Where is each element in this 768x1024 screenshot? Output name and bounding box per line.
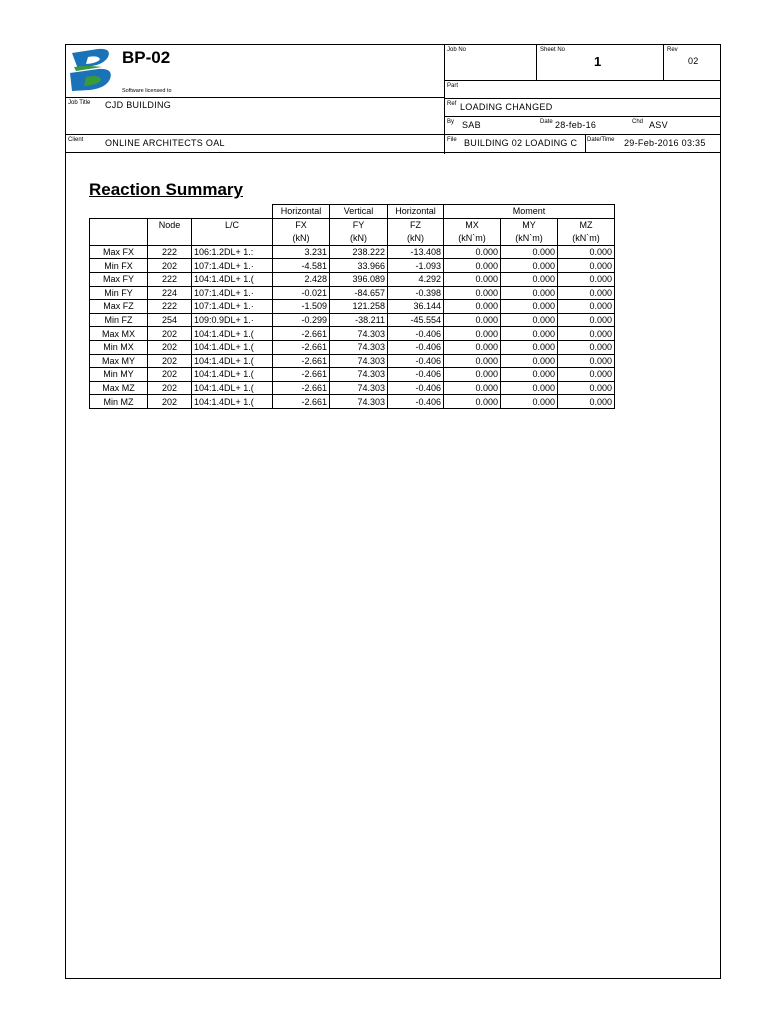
ref-label: Ref	[447, 101, 457, 107]
table-cell: -38.211	[330, 313, 388, 327]
table-cell: 0.000	[501, 259, 558, 273]
units-cell: (kN`m)	[501, 232, 558, 246]
rev-value: 02	[688, 56, 699, 66]
table-cell: 74.303	[330, 340, 388, 354]
table-cell: 0.000	[558, 300, 615, 314]
table-cell: 222	[148, 245, 192, 259]
table-cell: Min FZ	[90, 313, 148, 327]
table-cell: 0.000	[501, 300, 558, 314]
software-logo-icon	[68, 47, 120, 92]
table-cell: -0.406	[388, 368, 444, 382]
table-cell: 0.000	[558, 340, 615, 354]
table-units-row	[90, 232, 615, 246]
table-cell: 0.000	[444, 381, 501, 395]
job-title-value: CJD BUILDING	[105, 100, 172, 110]
units-cell	[90, 232, 148, 246]
table-row	[90, 286, 615, 300]
table-cell: -2.661	[273, 354, 330, 368]
column-header: FZ	[388, 218, 444, 232]
table-cell: 238.222	[330, 245, 388, 259]
table-body	[90, 245, 615, 408]
table-cell: -0.406	[388, 354, 444, 368]
table-cell: -0.021	[273, 286, 330, 300]
table-cell: 224	[148, 286, 192, 300]
table-cell: 0.000	[444, 395, 501, 409]
column-header: MY	[501, 218, 558, 232]
job-no-label: Job No	[447, 47, 467, 53]
table-cell: 107:1.4DL+ 1.·	[192, 286, 273, 300]
table-cell: 0.000	[558, 245, 615, 259]
table-cell: -4.581	[273, 259, 330, 273]
table-cell: 0.000	[558, 313, 615, 327]
table-cell: -84.657	[330, 286, 388, 300]
client-label: Client	[68, 137, 84, 143]
column-header: MZ	[558, 218, 615, 232]
table-cell: 0.000	[444, 245, 501, 259]
table-cell: 104:1.4DL+ 1.(	[192, 272, 273, 286]
units-cell: (kN)	[388, 232, 444, 246]
table-cell: Max MY	[90, 354, 148, 368]
table-cell: 36.144	[388, 300, 444, 314]
table-cell: Min FY	[90, 286, 148, 300]
table-cell: 0.000	[501, 313, 558, 327]
report-header	[66, 45, 720, 154]
table-cell: 0.000	[444, 259, 501, 273]
table-cell: 74.303	[330, 395, 388, 409]
table-cell: -2.661	[273, 368, 330, 382]
table-row	[90, 259, 615, 273]
table-cell: 0.000	[501, 327, 558, 341]
table-cell: Max MZ	[90, 381, 148, 395]
table-cell: Min MZ	[90, 395, 148, 409]
by-value: SAB	[462, 120, 481, 130]
header-divider	[66, 134, 720, 135]
file-label: File	[447, 137, 457, 143]
group-header-fz: Horizontal	[388, 205, 444, 219]
table-cell: 0.000	[444, 327, 501, 341]
table-cell: 104:1.4DL+ 1.(	[192, 368, 273, 382]
part-label: Part	[447, 83, 459, 89]
table-header-cell	[90, 205, 148, 219]
table-cell: -2.661	[273, 395, 330, 409]
table-cell: 396.089	[330, 272, 388, 286]
client-value: ONLINE ARCHITECTS OAL	[105, 138, 225, 148]
table-cell: 0.000	[558, 286, 615, 300]
table-cell: Min MX	[90, 340, 148, 354]
table-cell: 107:1.4DL+ 1.·	[192, 259, 273, 273]
column-header: Node	[148, 218, 192, 232]
table-cell: -45.554	[388, 313, 444, 327]
table-row	[90, 381, 615, 395]
table-cell: 0.000	[444, 340, 501, 354]
header-divider	[444, 98, 720, 99]
table-cell: 0.000	[558, 368, 615, 382]
table-cell: 0.000	[444, 313, 501, 327]
sheet-no-value: 1	[594, 54, 602, 69]
datetime-label: Date/Time	[587, 137, 615, 143]
header-divider	[536, 45, 537, 81]
table-cell: 202	[148, 381, 192, 395]
table-cell: 2.428	[273, 272, 330, 286]
header-divider	[66, 97, 444, 98]
table-cell: 0.000	[501, 395, 558, 409]
table-row	[90, 368, 615, 382]
table-cell: 0.000	[501, 286, 558, 300]
table-cell: -2.661	[273, 327, 330, 341]
license-text: Software licensed to	[122, 88, 172, 94]
table-cell: 202	[148, 354, 192, 368]
by-label: By	[447, 119, 455, 125]
table-cell: 0.000	[444, 286, 501, 300]
table-cell: 3.231	[273, 245, 330, 259]
table-cell: 107:1.4DL+ 1.·	[192, 300, 273, 314]
table-cell: 104:1.4DL+ 1.(	[192, 327, 273, 341]
table-row	[90, 245, 615, 259]
date-value: 28-feb-16	[555, 120, 597, 130]
table-cell: 202	[148, 368, 192, 382]
header-divider	[66, 152, 720, 153]
units-cell: (kN)	[273, 232, 330, 246]
table-cell: 4.292	[388, 272, 444, 286]
units-cell	[192, 232, 273, 246]
table-cell: 0.000	[501, 381, 558, 395]
table-cell: 0.000	[501, 340, 558, 354]
table-cell: 0.000	[501, 368, 558, 382]
group-header-fy: Vertical	[330, 205, 388, 219]
table-cell: -2.661	[273, 381, 330, 395]
ref-value: LOADING CHANGED	[460, 102, 553, 112]
table-cell: 202	[148, 327, 192, 341]
table-cell: 104:1.4DL+ 1.(	[192, 381, 273, 395]
table-cell: 0.000	[558, 272, 615, 286]
table-cell: -13.408	[388, 245, 444, 259]
table-cell: Min MY	[90, 368, 148, 382]
table-cell: 222	[148, 300, 192, 314]
table-cell: 109:0.9DL+ 1.·	[192, 313, 273, 327]
table-cell: 0.000	[444, 354, 501, 368]
units-cell: (kN`m)	[444, 232, 501, 246]
table-cell: 0.000	[444, 272, 501, 286]
table-cell: 74.303	[330, 327, 388, 341]
table-column-header-row	[90, 218, 615, 232]
table-cell: 33.966	[330, 259, 388, 273]
table-cell: 104:1.4DL+ 1.(	[192, 354, 273, 368]
table-row	[90, 340, 615, 354]
table-row	[90, 354, 615, 368]
table-cell: 0.000	[558, 381, 615, 395]
table-cell: 0.000	[558, 327, 615, 341]
header-divider	[444, 116, 720, 117]
table-cell: 0.000	[501, 245, 558, 259]
datetime-value: 29-Feb-2016 03:35	[624, 138, 706, 148]
table-cell: 0.000	[444, 368, 501, 382]
table-cell: Max FX	[90, 245, 148, 259]
header-divider	[444, 45, 445, 154]
group-header-moment: Moment	[444, 205, 615, 219]
table-cell: -1.093	[388, 259, 444, 273]
header-divider	[444, 80, 720, 81]
table-cell: 202	[148, 259, 192, 273]
table-cell: 104:1.4DL+ 1.(	[192, 395, 273, 409]
table-cell: -0.406	[388, 327, 444, 341]
table-header-cell	[192, 205, 273, 219]
table-cell: Min FX	[90, 259, 148, 273]
sheet-no-label: Sheet No	[540, 47, 566, 53]
table-header-cell	[148, 205, 192, 219]
table-cell: Max MX	[90, 327, 148, 341]
date-label: Date	[540, 119, 553, 125]
table-cell: 0.000	[558, 395, 615, 409]
table-cell: 104:1.4DL+ 1.(	[192, 340, 273, 354]
table-cell: 74.303	[330, 368, 388, 382]
table-cell: 74.303	[330, 354, 388, 368]
table-row	[90, 327, 615, 341]
report-sheet	[65, 44, 721, 979]
column-header: FY	[330, 218, 388, 232]
table-cell: 106:1.2DL+ 1.:	[192, 245, 273, 259]
file-value: BUILDING 02 LOADING C	[464, 138, 578, 148]
report-title: BP-02	[122, 48, 171, 67]
job-title-label: Job Title	[68, 100, 91, 106]
chd-value: ASV	[649, 120, 668, 130]
rev-label: Rev	[667, 47, 678, 53]
table-cell: 0.000	[558, 354, 615, 368]
units-cell: (kN`m)	[558, 232, 615, 246]
column-header: L/C	[192, 218, 273, 232]
table-group-header-row	[90, 205, 615, 219]
column-header: MX	[444, 218, 501, 232]
table-cell: 202	[148, 395, 192, 409]
header-divider	[585, 134, 586, 152]
table-cell: -2.661	[273, 340, 330, 354]
section-title: Reaction Summary	[89, 180, 243, 199]
table-cell: -0.406	[388, 395, 444, 409]
table-cell: -1.509	[273, 300, 330, 314]
table-cell: 222	[148, 272, 192, 286]
table-row	[90, 313, 615, 327]
chd-label: Chd	[632, 119, 644, 125]
table-cell: Max FZ	[90, 300, 148, 314]
table-cell: 202	[148, 340, 192, 354]
table-cell: 0.000	[444, 300, 501, 314]
header-divider	[663, 45, 664, 81]
table-cell: -0.398	[388, 286, 444, 300]
reaction-summary-table	[89, 204, 615, 409]
table-cell: 0.000	[501, 272, 558, 286]
group-header-fx: Horizontal	[273, 205, 330, 219]
units-cell: (kN)	[330, 232, 388, 246]
column-header	[90, 218, 148, 232]
units-cell	[148, 232, 192, 246]
table-cell: 121.258	[330, 300, 388, 314]
table-cell: -0.299	[273, 313, 330, 327]
table-cell: Max FY	[90, 272, 148, 286]
table-row	[90, 272, 615, 286]
table-cell: -0.406	[388, 340, 444, 354]
table-cell: 74.303	[330, 381, 388, 395]
table-cell: 0.000	[558, 259, 615, 273]
table-cell: 0.000	[501, 354, 558, 368]
table-row	[90, 300, 615, 314]
table-row	[90, 395, 615, 409]
table-cell: 254	[148, 313, 192, 327]
table-cell: -0.406	[388, 381, 444, 395]
column-header: FX	[273, 218, 330, 232]
